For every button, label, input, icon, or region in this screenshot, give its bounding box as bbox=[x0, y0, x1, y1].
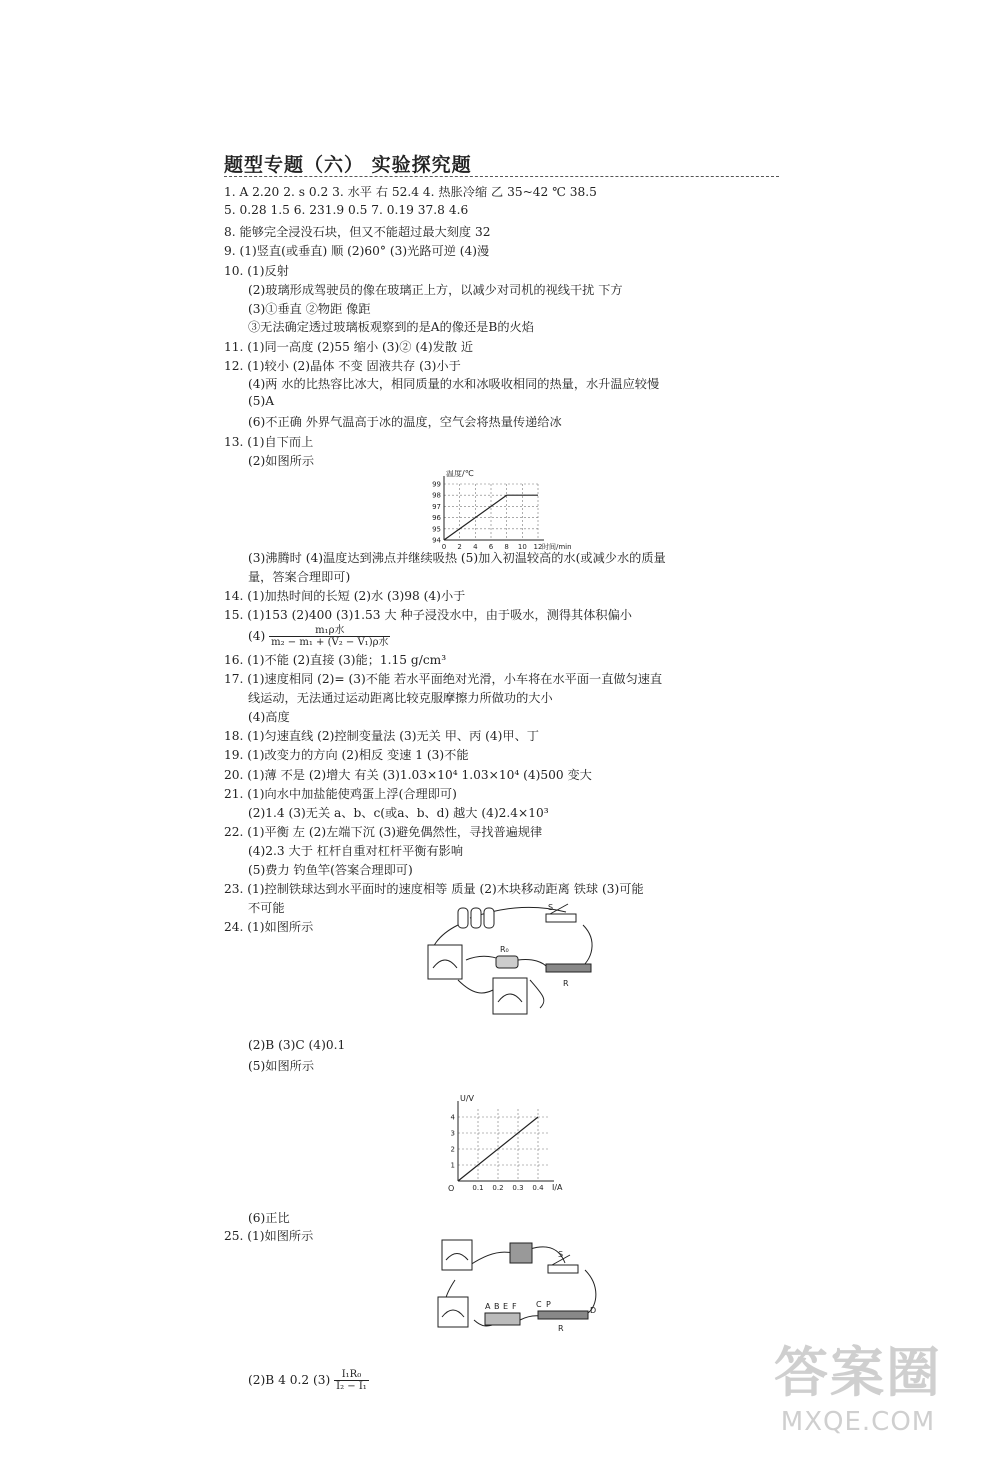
terminal-a: A bbox=[485, 1302, 491, 1311]
chart-grid bbox=[444, 484, 538, 540]
origin-label: O bbox=[448, 1184, 455, 1193]
fraction-numerator: I₁R₀ bbox=[334, 1369, 369, 1381]
rheostat-icon bbox=[538, 1311, 588, 1319]
answer-line: 20. (1)薄 不是 (2)增大 有关 (3)1.03×10⁴ 1.03×10⁴ (4)500 变大 bbox=[224, 768, 592, 782]
answer-line: 15. (1)153 (2)400 (3)1.53 大 种子浸没水中，由于吸水，测得其体积偏小 bbox=[224, 608, 632, 622]
x-tick-label: 8 bbox=[504, 543, 509, 551]
answer-line: 21. (1)向水中加盐能使鸡蛋上浮(合理即可) bbox=[224, 787, 457, 801]
answer-line: 11. (1)同一高度 (2)55 缩小 (3)② (4)发散 近 bbox=[224, 340, 474, 354]
answer-line: (4)高度 bbox=[248, 710, 290, 724]
y-tick-label: 98 bbox=[432, 491, 441, 500]
x-tick-label: 2 bbox=[457, 543, 462, 551]
slider-p: P bbox=[546, 1300, 551, 1309]
answer-line: 量，答案合理即可) bbox=[248, 570, 351, 584]
y-tick-label: 94 bbox=[432, 536, 441, 545]
x-axis-label: 时间/min bbox=[542, 543, 572, 551]
answer-line: 1. A 2.20 2. s 0.2 3. 水平 右 52.4 4. 热胀冷缩 乙 35~42 ℃ 38.5 bbox=[224, 185, 597, 199]
watermark-url: MXQE.COM bbox=[780, 1407, 936, 1437]
x-tick-label: 0.1 bbox=[472, 1184, 484, 1192]
answer-line: 16. (1)不能 (2)直接 (3)能；1.15 g/cm³ bbox=[224, 653, 447, 667]
x-tick-label: 6 bbox=[488, 543, 494, 551]
answer-line: 不可能 bbox=[248, 901, 285, 915]
answer-line: (3)①垂直 ②物距 像距 bbox=[248, 302, 371, 316]
answer-line: (2)如图所示 bbox=[248, 454, 315, 468]
rheostat-label: R bbox=[558, 1324, 564, 1333]
terminal-f: F bbox=[512, 1302, 517, 1311]
temperature-time-chart bbox=[420, 470, 620, 555]
terminal-e: E bbox=[503, 1302, 509, 1311]
answer-line: (4)2.3 大于 杠杆自重对杠杆平衡有影响 bbox=[248, 844, 464, 858]
answer-line: 13. (1)自下而上 bbox=[224, 435, 314, 449]
answer-line: 8. 能够完全浸没石块，但又不能超过最大刻度 32 bbox=[224, 225, 491, 239]
fraction-denominator: m₂ − m₁ + (V₂ − V₁)ρ水 bbox=[271, 637, 389, 648]
fraction bbox=[334, 1369, 369, 1392]
x-tick-label: 12 bbox=[533, 543, 543, 551]
answer-line: 23. (1)控制铁球达到水平面时的速度相等 质量 (2)木块移动距离 铁球 (3)可能 bbox=[224, 882, 644, 896]
answer-formula bbox=[248, 1369, 369, 1392]
answer-line: (2)B (3)C (4)0.1 bbox=[248, 1038, 346, 1052]
voltmeter-icon bbox=[428, 945, 462, 979]
resistor-icon bbox=[496, 956, 518, 968]
wire bbox=[470, 1252, 512, 1265]
resistor-board-icon bbox=[485, 1313, 520, 1325]
fraction bbox=[269, 625, 390, 648]
y-axis-label: 温度/℃ bbox=[446, 470, 474, 478]
y-tick-label: 3 bbox=[450, 1129, 455, 1138]
answer-line: 24. (1)如图所示 bbox=[224, 920, 314, 934]
answer-line: 18. (1)匀速直线 (2)控制变量法 (3)无关 甲、丙 (4)甲、丁 bbox=[224, 729, 539, 743]
answer-line: 10. (1)反射 bbox=[224, 264, 289, 278]
answer-line: 线运动，无法通过运动距离比较克服摩擦力所做功的大小 bbox=[248, 691, 553, 705]
y-tick-label: 97 bbox=[432, 502, 441, 511]
watermark-logo: 答案圈 bbox=[774, 1341, 942, 1404]
terminal-c: C bbox=[536, 1300, 542, 1309]
answer-line: 22. (1)平衡 左 (2)左端下沉 (3)避免偶然性，寻找普遍规律 bbox=[224, 825, 543, 839]
battery-icon bbox=[458, 908, 494, 928]
y-tick-label: 4 bbox=[450, 1113, 455, 1122]
answer-line: (6)不正确 外界气温高于冰的温度，空气会将热量传递给冰 bbox=[248, 415, 562, 429]
y-tick-label: 1 bbox=[450, 1161, 455, 1170]
y-tick-label: 2 bbox=[450, 1145, 455, 1154]
answer-formula bbox=[248, 625, 390, 648]
answer-line: 17. (1)速度相同 (2)= (3)不能 若水平面绝对光滑，小车将在水平面一直做匀速直 bbox=[224, 672, 663, 686]
voltmeter-icon bbox=[438, 1297, 468, 1327]
title-divider bbox=[224, 176, 779, 177]
wire bbox=[518, 959, 548, 968]
answer-line: 9. (1)竖直(或垂直) 顺 (2)60° (3)光路可逆 (4)漫 bbox=[224, 244, 490, 258]
y-tick-label: 99 bbox=[432, 480, 441, 489]
answer-line: 25. (1)如图所示 bbox=[224, 1229, 314, 1243]
answer-line: (6)正比 bbox=[248, 1211, 290, 1225]
x-tick-label: 4 bbox=[473, 543, 478, 551]
circuit-diagram-25 bbox=[430, 1235, 610, 1360]
x-tick-label: 0.3 bbox=[512, 1184, 524, 1192]
wire bbox=[578, 925, 592, 970]
answer-line: (2)玻璃形成驾驶员的像在玻璃正上方，以减少对司机的视线干扰 下方 bbox=[248, 283, 623, 297]
resistor-label: R₀ bbox=[500, 945, 509, 954]
answer-line: (5)费力 钓鱼竿(答案合理即可) bbox=[248, 863, 413, 877]
wire bbox=[458, 980, 493, 993]
answer-line: (2)1.4 (3)无关 a、b、c(或a、b、d) 越大 (4)2.4×10³ bbox=[248, 806, 549, 820]
rheostat-label: R bbox=[563, 979, 569, 988]
x-tick-label: 10 bbox=[517, 543, 527, 551]
answer-line: 19. (1)改变力的方向 (2)相反 变速 1 (3)不能 bbox=[224, 748, 469, 762]
answer-line: 12. (1)较小 (2)晶体 不变 固液共存 (3)小于 bbox=[224, 359, 461, 373]
answer-line: (3)沸腾时 (4)温度达到沸点并继续吸热 (5)加入初温较高的水(或减少水的质量 bbox=[248, 551, 666, 565]
x-tick-label: 0 bbox=[441, 543, 447, 551]
answer-line: 14. (1)加热时间的长短 (2)水 (3)98 (4)小于 bbox=[224, 589, 466, 603]
formula-prefix: (4) bbox=[248, 629, 266, 643]
x-tick-label: 0.4 bbox=[532, 1184, 544, 1192]
wire bbox=[530, 980, 544, 1008]
terminal-b: B bbox=[494, 1302, 500, 1311]
answer-line: 5. 0.28 1.5 6. 231.9 0.5 7. 0.19 37.8 4.6 bbox=[224, 203, 469, 217]
ammeter-icon bbox=[493, 978, 527, 1014]
answer-line: (4)两 水的比热容比冰大，相同质量的水和冰吸收相同的热量，水升温应较慢 bbox=[248, 377, 660, 391]
rheostat-icon bbox=[546, 964, 591, 972]
fraction-numerator: m₁ρ水 bbox=[269, 625, 390, 637]
y-tick-label: 95 bbox=[432, 525, 441, 534]
ammeter-icon bbox=[442, 1240, 472, 1270]
circuit-diagram-24 bbox=[418, 900, 598, 1025]
switch-label: S bbox=[548, 903, 554, 912]
formula-prefix: (2)B 4 0.2 (3) bbox=[248, 1373, 331, 1387]
y-tick-label: 96 bbox=[432, 514, 441, 523]
watermark bbox=[774, 1330, 942, 1437]
section-title: 题型专题（六） 实验探究题 bbox=[224, 154, 472, 176]
x-axis-label: I/A bbox=[552, 1183, 563, 1192]
fraction-denominator: I₂ − I₁ bbox=[336, 1381, 367, 1392]
voltage-current-chart bbox=[440, 1095, 580, 1195]
battery-icon bbox=[510, 1243, 532, 1263]
answer-line: (5)如图所示 bbox=[248, 1059, 315, 1073]
switch-label: S bbox=[558, 1250, 564, 1259]
answer-line: (5)A bbox=[248, 394, 275, 408]
x-tick-label: 0.2 bbox=[492, 1184, 504, 1192]
answer-line: ③无法确定透过玻璃板观察到的是A的像还是B的火焰 bbox=[248, 320, 534, 334]
terminal-d: D bbox=[590, 1306, 597, 1315]
y-axis-label: U/V bbox=[460, 1095, 475, 1103]
